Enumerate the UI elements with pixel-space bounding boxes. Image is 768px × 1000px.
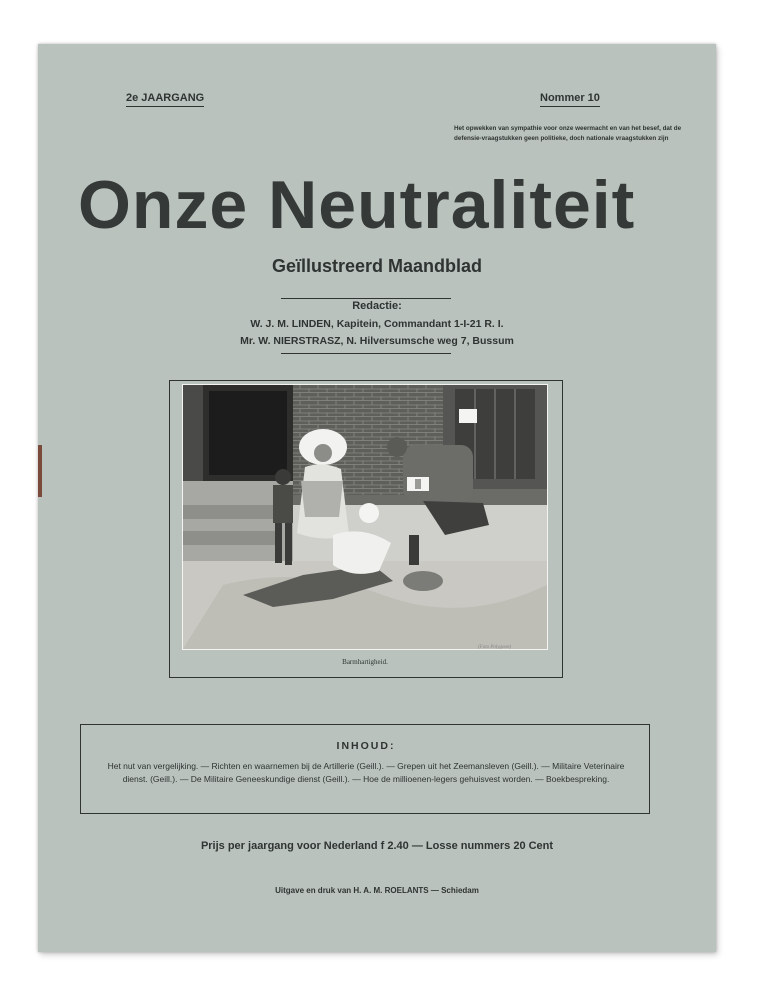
contents-text: Het nut van vergelijking. — Richten en waarnemen bij de Artillerie (Geill.). — Grepen uit het Zeemansleven (Geill.). — Militaire Veterinaire dienst. (Geill.). — De Militaire Geneeskundige dienst (Geill.). — Hoe de millioenen-legers gehuisvest worden. — Boekbespreking. [107, 761, 625, 784]
editors-heading: Redactie: [352, 300, 402, 312]
magazine-title: Onze Neutraliteit [78, 167, 636, 243]
divider [281, 353, 451, 354]
contents-heading: INHOUD: [336, 740, 396, 752]
price-line: Prijs per jaargang voor Nederland f 2.40 — Losse nummers 20 Cent [200, 840, 554, 852]
magazine-subtitle: Geïllustreerd Maandblad [271, 256, 483, 276]
editor-line: Mr. W. NIERSTRASZ, N. Hilversumsche weg 7, Bussum [240, 335, 514, 347]
motto-text: Het opwekken van sympathie voor onze weermacht en van het besef, dat de defensie-vraagstukken geen politieke, doch nationale vraagstukken zijn [454, 125, 682, 142]
photo-credit: (Foto Polygoon) [478, 645, 512, 650]
publisher-line: Uitgave en druk van H. A. M. ROELANTS — Schiedam [275, 886, 479, 895]
magazine-cover [38, 44, 716, 952]
editor-line: W. J. M. LINDEN, Kapitein, Commandant 1-I-21 R. I. [250, 318, 504, 330]
divider [281, 298, 451, 299]
issue-number: Nommer 10 [540, 92, 600, 107]
binding-stain [38, 445, 42, 497]
volume-label: 2e JAARGANG [126, 92, 204, 107]
photo-caption: Barmhartigheid. [342, 658, 388, 666]
photo-illustration [183, 385, 547, 649]
cover-photo [182, 384, 548, 650]
